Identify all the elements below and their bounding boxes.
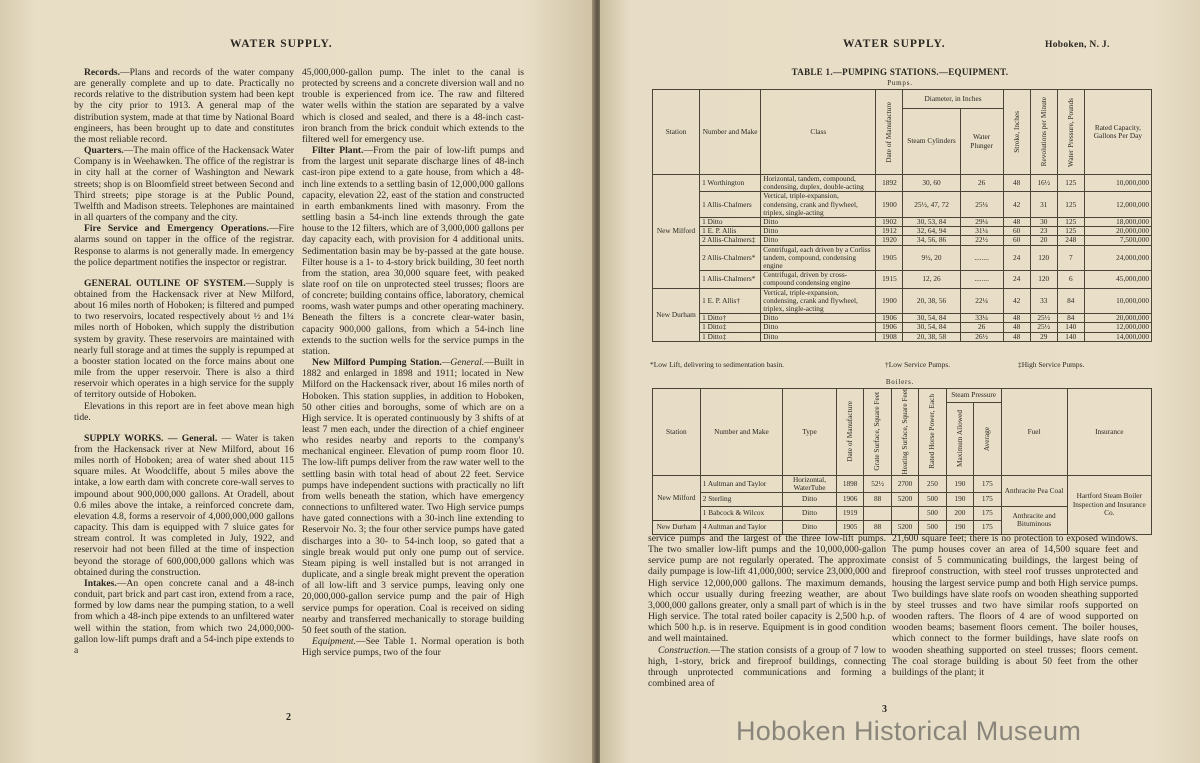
pump-water-plunger: 25¼ xyxy=(960,192,1003,218)
intro-text: 45,000,000-gallon pump. The inlet to the canal is protected by screens and a concrete diversion wall and no trouble is experienced from ice. The raw and filtered water wells within the station are separated by a valve which is closed and sealed, and there is a 48-inch cast-iron branch from the brick conduit which extends to the filtered well for emergency use. xyxy=(302,67,524,145)
boiler-avg-pressure: 175 xyxy=(974,475,1001,492)
footnote-low-service: †Low Service Pumps. xyxy=(885,360,951,369)
pump-stroke: 48 xyxy=(1003,332,1030,341)
table1-caption: TABLE 1.—PUMPING STATIONS.—EQUIPMENT. xyxy=(791,67,1009,77)
boiler-fuel-anthracite: Anthracite Pea Coal xyxy=(1001,475,1067,506)
location-head: Hoboken, N. J. xyxy=(1045,40,1110,50)
right-page xyxy=(600,0,1200,763)
pump-stroke: 60 xyxy=(1003,236,1030,245)
museum-watermark: Hoboken Historical Museum xyxy=(736,716,1082,746)
pump-class: Centrifugal, driven by cross-compound condensing engine xyxy=(761,271,876,288)
pump-date: 1900 xyxy=(876,288,903,314)
station-new-milford: New Milford xyxy=(653,175,700,289)
pump-steam-cylinders: 9½, 20 xyxy=(903,245,960,271)
pump-pressure: 140 xyxy=(1057,332,1084,341)
intakes-text: —An open concrete canal and a 48-inch conduit, part brick and part cast iron, extend from a race, formed by low dams near the pumping station, to a well from which a 48-inch pipe extends to an unfiltered water well within the station, from which two 24,000,000-gallon low-lift pumps draft and a 54-inch pipe extends to a xyxy=(74,577,294,656)
pump-class: Ditto xyxy=(761,323,876,332)
pumps-table-row xyxy=(653,314,1152,323)
boiler-hp: 500 xyxy=(919,506,946,520)
left-running-head: WATER SUPPLY. xyxy=(230,38,333,50)
boiler-heating: 5200 xyxy=(891,520,918,534)
boiler-make: 4 Aultman and Taylor xyxy=(700,520,782,534)
boiler-station-new-durham: New Durham xyxy=(653,520,701,534)
left-column-1 xyxy=(74,67,294,656)
pump-date: 1906 xyxy=(876,323,903,332)
pump-date: 1912 xyxy=(876,227,903,236)
pump-pressure: 125 xyxy=(1057,227,1084,236)
boilers-subheading: Boilers. xyxy=(885,378,915,386)
pump-make: 2 Allis-Chalmers‡ xyxy=(700,236,761,245)
right-page-number: 3 xyxy=(882,704,887,715)
boiler-date: 1906 xyxy=(836,492,863,506)
pumps-make-header: Number and Make xyxy=(700,90,761,175)
boiler-date: 1919 xyxy=(836,506,863,520)
pumps-table-row xyxy=(653,271,1152,288)
pump-revolutions: 23 xyxy=(1030,227,1057,236)
boilers-station-header: Station xyxy=(653,389,701,476)
right-running-head: WATER SUPPLY. xyxy=(843,38,946,50)
pumps-stroke-header: Stroke, Inches xyxy=(1003,90,1030,175)
pump-make: 1 Ditto‡ xyxy=(700,332,761,341)
records-text: —Plans and records of the water company are generally complete and up to date. Practically no records relative to the distribution system had been kept by the city prior to 1913. A general map of the distribution system, made at that time by National Board engineers, has been brought up to date and constitutes the most reliable record. xyxy=(74,67,294,145)
boiler-grate: 88 xyxy=(864,492,891,506)
pump-water-plunger: 33¼ xyxy=(960,314,1003,323)
pump-revolutions: 16½ xyxy=(1030,175,1057,192)
pump-water-plunger: 22½ xyxy=(960,236,1003,245)
pump-revolutions: 25½ xyxy=(1030,314,1057,323)
pump-water-plunger: ........ xyxy=(960,271,1003,288)
pump-make: 1 Ditto xyxy=(700,218,761,227)
boiler-type: Ditto xyxy=(783,492,837,506)
pump-capacity: 45,000,000 xyxy=(1084,271,1151,288)
boiler-heating xyxy=(891,506,918,520)
pumps-table-row xyxy=(653,192,1152,218)
fire-text: —Fire alarms sound on tapper in the office of the registrar. Response to alarms is not generally made. In emergency the police department notifies the inspector or registrar. xyxy=(74,223,294,268)
boiler-grate: 88 xyxy=(864,520,891,534)
boiler-type: Ditto xyxy=(783,520,837,534)
filter-heading: Filter Plant. xyxy=(312,145,364,157)
intakes-heading: Intakes. xyxy=(84,577,117,589)
boiler-max-pressure: 190 xyxy=(946,492,973,506)
footnote-low-lift: *Low Lift, delivering to sedimentation basin. xyxy=(650,360,785,369)
pump-date: 1906 xyxy=(876,314,903,323)
right-column-1 xyxy=(648,533,886,689)
pump-capacity: 7,500,000 xyxy=(1084,236,1151,245)
new-milford-text: —Built in 1882 and enlarged in 1898 and 1911; located in New Milford on the Hackensack river, about 16 miles north of Hoboken. This station supplies, in addition to Hoboken, 50 other cities and boroughs, some of which are on a High service. It is operated continuously by 3 shifts of at least 7 men each, under the direction of a chief engineer who resides nearby and reports to the company's mechanical engineer. Elevation of pump room floor 10. The low-lift pumps deliver from the raw water well to the settling basin with total head of about 22 feet. Service pumps have independent suctions with practically no lift from wells beneath the station, which have emergency connections to unfiltered water. Two High service pumps have gated connections with a 30-inch line extending to Reservoir No. 3; the four other service pumps have gated discharges into a 30- to 54-inch loop, so gated that a single break would put only one pump out of service. Steam piping is well installed but is not arranged in duplicate, and a single break might prevent the operation of all low-lift and 3 service pumps, leaving only one 20,000,000-gallon service pump and the pair of High service pumps for operation. Coal is received on siding nearby and transferred mechanically to storage building 50 feet south of the station. xyxy=(302,357,524,636)
pump-class: Vertical, triple-expansion, condensing, crank and flywheel, triplex, single-acting xyxy=(761,192,876,218)
filter-text: —From the pair of low-lift pumps and from the largest unit separate discharge lines of 48-inch cast-iron pipe extend to a gate house, from which a 48-inch line extends to a settling basin of 12,000,000 gallons capacity, elevation 22, east of the station and constructed in earth embankments lined with masonry. From the settling basin a 54-inch line extends through the gate house to the 12 filters, which are of 3,000,000 gallons per day capacity each, with provision for 4 additional units. Sedimentation basin may be by-passed at the gate house. Filter house is a 1- to 4-story brick building, 30 feet north from the station, area 30,000 square feet, with peaked slate roof on tile on unprotected steel trusses; floors are of concrete; building contains office, laboratory, chemical rooms, wash water pumps and other operating machinery. Beneath the filters is a concrete clear-water basin, capacity 900,000 gallons, from which a 54-inch line extends to the suction wells for the service pumps in the station. xyxy=(302,145,524,357)
pumps-date-header: Date of Manufacture xyxy=(876,90,903,175)
boiler-type: Horizontal, WaterTube xyxy=(783,475,837,492)
pump-capacity: 12,000,000 xyxy=(1084,192,1151,218)
pump-revolutions: 31 xyxy=(1030,192,1057,218)
pump-make: 1 E. P. Allis† xyxy=(700,288,761,314)
pump-capacity: 10,000,000 xyxy=(1084,175,1151,192)
pumps-table-row xyxy=(653,288,1152,314)
pump-make: 1 E. P. Allis xyxy=(700,227,761,236)
pump-stroke: 48 xyxy=(1003,323,1030,332)
boilers-hp-header: Rated Horse Power, Each xyxy=(919,389,946,476)
pump-class: Ditto xyxy=(761,314,876,323)
pump-steam-cylinders: 20, 38, 58 xyxy=(903,332,960,341)
pumps-rev-header: Revolutions per Minute xyxy=(1030,90,1057,175)
pump-revolutions: 120 xyxy=(1030,245,1057,271)
boilers-fuel-header: Fuel xyxy=(1001,389,1067,476)
boiler-grate xyxy=(864,506,891,520)
pump-stroke: 24 xyxy=(1003,271,1030,288)
pumps-station-header: Station xyxy=(653,90,700,175)
boiler-insurance: Hartford Steam Boiler Inspection and Insurance Co. xyxy=(1067,475,1151,534)
left-column-2 xyxy=(302,67,524,658)
pumps-pressure-header: Water Pressure, Pounds xyxy=(1057,90,1084,175)
pump-date: 1908 xyxy=(876,332,903,341)
pump-water-plunger: ........ xyxy=(960,245,1003,271)
boilers-header-row-1 xyxy=(653,389,1152,403)
quarters-heading: Quarters. xyxy=(84,145,124,157)
pumps-table-row xyxy=(653,332,1152,341)
pump-water-plunger: 29¼ xyxy=(960,218,1003,227)
pumps-diameter-header: Diameter, in Inches xyxy=(903,90,1003,109)
pump-stroke: 48 xyxy=(1003,314,1030,323)
pump-water-plunger: 26 xyxy=(960,323,1003,332)
pump-date: 1905 xyxy=(876,245,903,271)
pump-class: Ditto xyxy=(761,236,876,245)
boiler-grate: 52½ xyxy=(864,475,891,492)
boiler-hp: 500 xyxy=(919,520,946,534)
pumps-table xyxy=(652,89,1152,342)
fire-heading: Fire Service and Emergency Operations. xyxy=(84,223,269,235)
boilers-type-header: Type xyxy=(783,389,837,476)
left-page xyxy=(0,0,594,763)
pump-date: 1900 xyxy=(876,192,903,218)
pump-steam-cylinders: 34, 56, 86 xyxy=(903,236,960,245)
construction-text: —The station consists of a group of 7 low to high, 1-story, brick and fireproof buildings, connecting through unprotected communications and forming a combined area of xyxy=(648,644,886,690)
pumps-table-row xyxy=(653,175,1152,192)
equipment-text: —See Table 1. Normal operation is both High service pumps, two of the four xyxy=(302,635,524,659)
pump-make: 1 Ditto† xyxy=(700,314,761,323)
pump-class: Ditto xyxy=(761,332,876,341)
pump-make: 1 Allis-Chalmers* xyxy=(700,271,761,288)
boiler-max-pressure: 190 xyxy=(946,520,973,534)
pumps-steam-header: Steam Cylinders xyxy=(903,109,960,175)
pumps-subheading: Pumps. xyxy=(887,79,913,87)
pump-class: Horizontal, tandem, compound, condensing, duplex, double-acting xyxy=(761,175,876,192)
boiler-avg-pressure: 175 xyxy=(974,506,1001,520)
pump-revolutions: 120 xyxy=(1030,271,1057,288)
supply-works-text: — Water is taken from the Hackensack river at New Milford, about 16 miles north of Hoboken; area of water shed about 115 square miles. At Woodcliffe, about 5 miles above the intake, a low earth dam with concrete core-wall serves to impound about 900,000,000 gallons. At Oradell, about 0.6 miles above the intake, a reinforced concrete dam, elevation 4.8, forms a reservoir of 4,000,000,000 gallons capacity. This dam is equipped with 7 sluice gates for stream control. It was completed in July, 1922, and reservoir had not been filled at the time of inspection beyond the storage of 600,000,000 gallons which was obtained during the construction. xyxy=(74,432,294,578)
pump-capacity: 24,000,000 xyxy=(1084,245,1151,271)
pumps-plunger-header: Water Plunger xyxy=(960,109,1003,175)
boiler-hp: 500 xyxy=(919,492,946,506)
pump-make: 1 Allis-Chalmers xyxy=(700,192,761,218)
pump-pressure: 6 xyxy=(1057,271,1084,288)
pump-steam-cylinders: 30, 54, 84 xyxy=(903,323,960,332)
boilers-table-row xyxy=(653,475,1152,492)
pump-steam-cylinders: 12, 26 xyxy=(903,271,960,288)
boiler-make: 1 Babcock & Wilcox xyxy=(700,506,782,520)
pump-capacity: 20,000,000 xyxy=(1084,314,1151,323)
pump-pressure: 248 xyxy=(1057,236,1084,245)
boiler-heating: 2700 xyxy=(891,475,918,492)
right-column-2 xyxy=(892,533,1138,678)
boiler-make: 1 Aultman and Taylor xyxy=(700,475,782,492)
pump-class: Ditto xyxy=(761,227,876,236)
pump-pressure: 7 xyxy=(1057,245,1084,271)
pump-pressure: 125 xyxy=(1057,175,1084,192)
pump-steam-cylinders: 30, 53, 84 xyxy=(903,218,960,227)
boilers-make-header: Number and Make xyxy=(700,389,782,476)
boilers-grate-header: Grate Surface, Square Feet xyxy=(864,389,891,476)
boilers-table xyxy=(652,388,1152,535)
pumps-class-header: Class xyxy=(761,90,876,175)
boiler-heating: 5200 xyxy=(891,492,918,506)
boilers-insurance-header: Insurance xyxy=(1067,389,1151,476)
pump-class: Ditto xyxy=(761,218,876,227)
outline-heading: GENERAL OUTLINE OF SYSTEM. xyxy=(84,277,246,289)
station-new-durham: New Durham xyxy=(653,288,700,341)
pump-class: Vertical, triple-expansion, condensing, crank and flywheel, triplex, single-acting xyxy=(761,288,876,314)
pump-capacity: 10,000,000 xyxy=(1084,288,1151,314)
pump-pressure: 125 xyxy=(1057,192,1084,218)
boilers-date-header: Date of Manufacture xyxy=(836,389,863,476)
right-col1-text: service pumps and the largest of the three low-lift pumps. The two smaller low-lift pumps and the 10,000,000-gallon service pump are not regularly operated. The approximate daily pumpage is low-lift 41,000,000; service 23,000,000 and High service 12,000,000 gallons. The maximum demands, which occur usually during freezing weather, are about 3,000,000 gallons greater, only a small part of which is in the High service. The total rated boiler capacity is 2,500 h.p. of which 500 h.p. is in reserve. Equipment is in good condition and well maintained. xyxy=(648,533,886,645)
boiler-fuel-mixed: Anthracite and Bituminous xyxy=(1001,506,1067,534)
pump-date: 1920 xyxy=(876,236,903,245)
pump-revolutions: 20 xyxy=(1030,236,1057,245)
pumps-table-row xyxy=(653,323,1152,332)
equipment-heading: Equipment. xyxy=(312,635,356,647)
boilers-steam-header: Steam Pressure xyxy=(946,389,1001,403)
pumps-rated-header: Rated Capacity, Gallons Per Day xyxy=(1084,90,1151,175)
pump-capacity: 12,000,000 xyxy=(1084,323,1151,332)
left-page-number: 2 xyxy=(286,712,291,723)
pump-revolutions: 33 xyxy=(1030,288,1057,314)
boiler-date: 1905 xyxy=(836,520,863,534)
boiler-station-new-milford: New Milford xyxy=(653,475,701,520)
pump-capacity: 18,000,000 xyxy=(1084,218,1151,227)
pumps-table-row xyxy=(653,245,1152,271)
pumps-table-row xyxy=(653,236,1152,245)
elevations-text: Elevations in this report are in feet above mean high tide. xyxy=(74,400,294,423)
quarters-text: —The main office of the Hackensack Water Company is in Weehawken. The office of the registrar is in city hall at the corner of Washington and Newark streets; shop is on Bloomfield street between Second and Third streets; pipe storage is at the Public Pound, Twelfth and Madison streets. Telephones are maintained in all quarters of the company and the city. xyxy=(74,145,294,224)
pump-date: 1902 xyxy=(876,218,903,227)
pump-capacity: 14,000,000 xyxy=(1084,332,1151,341)
pump-steam-cylinders: 20, 38, 56 xyxy=(903,288,960,314)
pump-water-plunger: 26 xyxy=(960,175,1003,192)
pump-steam-cylinders: 25½, 47, 72 xyxy=(903,192,960,218)
pump-water-plunger: 26½ xyxy=(960,332,1003,341)
pump-pressure: 84 xyxy=(1057,288,1084,314)
boilers-heating-header: Heating Surface, Square Feet xyxy=(891,389,918,476)
new-milford-subheading: —General. xyxy=(441,357,485,369)
pump-stroke: 60 xyxy=(1003,227,1030,236)
pump-steam-cylinders: 30, 60 xyxy=(903,175,960,192)
pump-capacity: 20,000,000 xyxy=(1084,227,1151,236)
pump-steam-cylinders: 30, 54, 84 xyxy=(903,314,960,323)
pumps-header-row-1 xyxy=(653,90,1152,109)
boiler-hp: 250 xyxy=(919,475,946,492)
pump-make: 1 Worthington xyxy=(700,175,761,192)
boilers-avg-header: Average xyxy=(974,403,1001,476)
boiler-max-pressure: 200 xyxy=(946,506,973,520)
pump-date: 1892 xyxy=(876,175,903,192)
pump-class: Centrifugal, each driven by a Corliss tandem, compound, condensing engine xyxy=(761,245,876,271)
pump-water-plunger: 31¼ xyxy=(960,227,1003,236)
pump-revolutions: 25½ xyxy=(1030,323,1057,332)
pump-water-plunger: 22¼ xyxy=(960,288,1003,314)
footnote-high-service: ‡High Service Pumps. xyxy=(1018,360,1085,369)
construction-heading: Construction. xyxy=(658,644,711,656)
outline-text: —Supply is obtained from the Hackensack river at New Milford, about 16 miles north of Hoboken; is filtered and pumped to two reservoirs, located respectively about ½ and 1¼ miles north of Hoboken, which supply the distribution system by gravity. These reservoirs are maintained with nearly full storage and at times the supply is repumped at a booster station located on the force mains about one mile from the upper reservoir. There is also a third reservoir which operates in a high service for the supply of territory outside of Hoboken. xyxy=(74,277,294,401)
pump-stroke: 48 xyxy=(1003,218,1030,227)
boiler-max-pressure: 190 xyxy=(946,475,973,492)
supply-works-heading: SUPPLY WORKS. — General. xyxy=(84,432,218,444)
pump-pressure: 125 xyxy=(1057,218,1084,227)
boiler-type: Ditto xyxy=(783,506,837,520)
pump-steam-cylinders: 32, 64, 94 xyxy=(903,227,960,236)
boiler-date: 1898 xyxy=(836,475,863,492)
pump-pressure: 140 xyxy=(1057,323,1084,332)
pump-stroke: 42 xyxy=(1003,192,1030,218)
pump-stroke: 24 xyxy=(1003,245,1030,271)
right-col2-text: 21,600 square feet; there is no protection to exposed windows. The pump houses cover an area of 14,500 square feet and consist of 5 communicating buildings, the largest being of fireproof construction, with steel roof trusses unprotected and housing the largest service pump and both High service pumps. Two buildings have slate roofs on wooden sheathing supported by steel trusses and two have similar roofs supported on wooden rafters. The floors of 4 are of wood supported on wooden beams; basement floors cement. The boiler houses, which connect to the former buildings, have slate roofs on wooden sheathing supported on steel trusses; floors cement. The coal storage building is about 50 feet from the other buildings of the plant; it xyxy=(892,533,1138,678)
boiler-avg-pressure: 175 xyxy=(974,492,1001,506)
boiler-avg-pressure: 175 xyxy=(974,520,1001,534)
pump-revolutions: 30 xyxy=(1030,218,1057,227)
pump-make: 1 Ditto‡ xyxy=(700,323,761,332)
records-heading: Records. xyxy=(84,67,120,78)
pump-revolutions: 29 xyxy=(1030,332,1057,341)
pump-make: 2 Allis-Chalmers* xyxy=(700,245,761,271)
boilers-max-header: Maximum Allowed xyxy=(946,403,973,476)
pump-pressure: 84 xyxy=(1057,314,1084,323)
new-milford-heading: New Milford Pumping Station. xyxy=(312,357,442,369)
pump-stroke: 48 xyxy=(1003,175,1030,192)
pump-stroke: 42 xyxy=(1003,288,1030,314)
boiler-make: 2 Sterling xyxy=(700,492,782,506)
pump-date: 1915 xyxy=(876,271,903,288)
